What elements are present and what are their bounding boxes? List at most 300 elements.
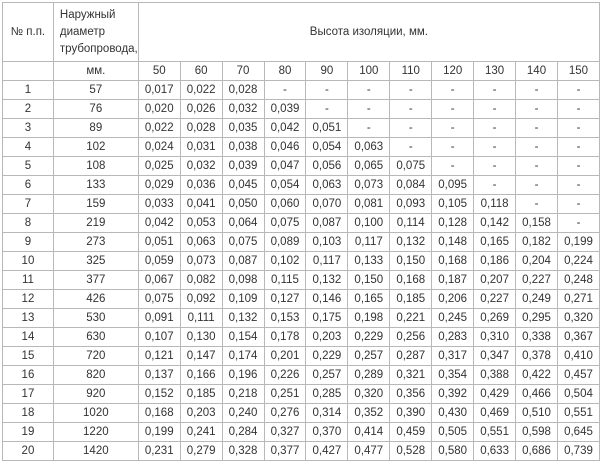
- volume-cell: 0,388: [474, 366, 516, 385]
- volume-cell: 0,054: [306, 138, 348, 157]
- volume-cell: 0,203: [180, 404, 222, 423]
- volume-cell: 0,073: [180, 252, 222, 271]
- volume-cell: 0,284: [222, 423, 264, 442]
- volume-cell: 0,285: [306, 385, 348, 404]
- volume-cell: 0,146: [306, 290, 348, 309]
- table-row: [3, 366, 600, 385]
- diameter-cell: 1420: [53, 442, 138, 461]
- height-column-header: 50: [138, 62, 180, 81]
- volume-cell: 0,092: [180, 290, 222, 309]
- volume-cell: 0,289: [348, 366, 390, 385]
- volume-cell: 0,029: [138, 176, 180, 195]
- volume-cell: 0,075: [264, 214, 306, 233]
- volume-cell: 0,165: [474, 233, 516, 252]
- volume-cell: -: [474, 176, 516, 195]
- volume-cell: -: [516, 157, 558, 176]
- volume-cell: 0,064: [222, 214, 264, 233]
- volume-cell: 0,645: [557, 423, 599, 442]
- volume-cell: 0,182: [516, 233, 558, 252]
- diameter-cell: 133: [53, 176, 138, 195]
- volume-cell: 0,207: [474, 271, 516, 290]
- volume-cell: 0,045: [222, 176, 264, 195]
- volume-cell: 0,032: [222, 100, 264, 119]
- diameter-cell: 273: [53, 233, 138, 252]
- volume-cell: 0,127: [264, 290, 306, 309]
- volume-cell: 0,084: [390, 176, 432, 195]
- volume-cell: 0,020: [138, 100, 180, 119]
- height-column-header: 90: [306, 62, 348, 81]
- volume-cell: 0,041: [180, 195, 222, 214]
- volume-cell: -: [306, 100, 348, 119]
- volume-cell: 0,047: [264, 157, 306, 176]
- volume-cell: 0,115: [264, 271, 306, 290]
- volume-cell: 0,249: [516, 290, 558, 309]
- volume-cell: 0,201: [264, 347, 306, 366]
- volume-cell: 0,053: [180, 214, 222, 233]
- height-column-header: 120: [432, 62, 474, 81]
- volume-cell: 0,148: [432, 233, 474, 252]
- volume-cell: 0,174: [222, 347, 264, 366]
- volume-cell: 0,032: [180, 157, 222, 176]
- volume-cell: -: [348, 100, 390, 119]
- volume-cell: 0,022: [138, 119, 180, 138]
- volume-cell: 0,320: [557, 309, 599, 328]
- volume-cell: 0,457: [557, 366, 599, 385]
- volume-cell: -: [516, 81, 558, 100]
- diameter-cell: 630: [53, 328, 138, 347]
- table-row: [3, 119, 600, 138]
- volume-cell: 0,224: [557, 252, 599, 271]
- row-number-cell: 9: [3, 233, 54, 252]
- volume-cell: 0,022: [180, 81, 222, 100]
- volume-cell: 0,422: [516, 366, 558, 385]
- volume-cell: 0,056: [306, 157, 348, 176]
- header-diameter-line-3: трубопровода,: [59, 42, 138, 55]
- height-column-header: 70: [222, 62, 264, 81]
- diameter-cell: 377: [53, 271, 138, 290]
- volume-cell: 0,175: [306, 309, 348, 328]
- volume-cell: -: [516, 100, 558, 119]
- volume-cell: 0,038: [222, 138, 264, 157]
- diameter-cell: 1220: [53, 423, 138, 442]
- volume-cell: -: [390, 119, 432, 138]
- volume-cell: 0,257: [348, 347, 390, 366]
- volume-cell: 0,414: [348, 423, 390, 442]
- volume-cell: 0,117: [348, 233, 390, 252]
- diameter-cell: 76: [53, 100, 138, 119]
- volume-cell: 0,295: [516, 309, 558, 328]
- header-insulation-height: Высота изоляции, мм.: [138, 3, 599, 62]
- volume-cell: -: [474, 119, 516, 138]
- volume-cell: 0,168: [138, 404, 180, 423]
- volume-cell: -: [432, 157, 474, 176]
- volume-cell: 0,206: [432, 290, 474, 309]
- volume-cell: -: [264, 81, 306, 100]
- volume-cell: 0,042: [138, 214, 180, 233]
- volume-cell: 0,031: [180, 138, 222, 157]
- volume-cell: 0,128: [432, 214, 474, 233]
- volume-cell: -: [474, 81, 516, 100]
- table-row: [3, 404, 600, 423]
- volume-cell: 0,065: [348, 157, 390, 176]
- volume-cell: 0,039: [222, 157, 264, 176]
- volume-cell: 0,377: [264, 442, 306, 461]
- volume-cell: 0,227: [516, 271, 558, 290]
- volume-cell: -: [557, 138, 599, 157]
- volume-cell: 0,050: [222, 195, 264, 214]
- volume-cell: 0,204: [516, 252, 558, 271]
- volume-cell: 0,287: [390, 347, 432, 366]
- volume-cell: 0,121: [138, 347, 180, 366]
- volume-cell: 0,046: [264, 138, 306, 157]
- volume-cell: 0,063: [306, 176, 348, 195]
- volume-cell: 0,269: [474, 309, 516, 328]
- volume-cell: -: [557, 119, 599, 138]
- volume-cell: 0,251: [264, 385, 306, 404]
- volume-cell: 0,142: [474, 214, 516, 233]
- row-number-cell: 17: [3, 385, 54, 404]
- volume-cell: 0,114: [390, 214, 432, 233]
- volume-cell: -: [557, 81, 599, 100]
- volume-cell: 0,051: [306, 119, 348, 138]
- volume-cell: 0,154: [222, 328, 264, 347]
- volume-cell: 0,039: [264, 100, 306, 119]
- volume-cell: 0,198: [348, 309, 390, 328]
- volume-cell: 0,199: [557, 233, 599, 252]
- volume-cell: 0,067: [138, 271, 180, 290]
- volume-cell: 0,111: [180, 309, 222, 328]
- volume-cell: 0,054: [264, 176, 306, 195]
- volume-cell: 0,133: [348, 252, 390, 271]
- row-number-cell: 5: [3, 157, 54, 176]
- volume-cell: 0,256: [390, 328, 432, 347]
- table-body: [3, 81, 600, 461]
- diameter-cell: 820: [53, 366, 138, 385]
- table-row: [3, 233, 600, 252]
- row-number-cell: 4: [3, 138, 54, 157]
- row-number-cell: 14: [3, 328, 54, 347]
- header-outer-diameter: [53, 3, 138, 62]
- volume-cell: 0,063: [348, 138, 390, 157]
- volume-cell: 0,352: [348, 404, 390, 423]
- volume-cell: 0,165: [348, 290, 390, 309]
- volume-cell: 0,082: [180, 271, 222, 290]
- volume-cell: 0,510: [516, 404, 558, 423]
- volume-cell: 0,427: [306, 442, 348, 461]
- diameter-cell: 325: [53, 252, 138, 271]
- volume-cell: 0,095: [432, 176, 474, 195]
- height-column-header: 140: [516, 62, 558, 81]
- volume-cell: 0,283: [432, 328, 474, 347]
- volume-cell: 0,370: [306, 423, 348, 442]
- volume-cell: 0,321: [390, 366, 432, 385]
- volume-cell: 0,430: [432, 404, 474, 423]
- volume-cell: 0,240: [222, 404, 264, 423]
- table-row: [3, 423, 600, 442]
- table-row: [3, 309, 600, 328]
- diameter-cell: 530: [53, 309, 138, 328]
- table-row: [3, 100, 600, 119]
- volume-cell: 0,367: [557, 328, 599, 347]
- volume-cell: 0,229: [348, 328, 390, 347]
- volume-cell: -: [432, 138, 474, 157]
- volume-cell: 0,150: [390, 252, 432, 271]
- row-number-cell: 16: [3, 366, 54, 385]
- volume-cell: 0,227: [474, 290, 516, 309]
- volume-cell: 0,073: [348, 176, 390, 195]
- diameter-cell: 426: [53, 290, 138, 309]
- volume-cell: 0,132: [390, 233, 432, 252]
- volume-cell: 0,196: [222, 366, 264, 385]
- volume-cell: 0,257: [306, 366, 348, 385]
- volume-cell: 0,098: [222, 271, 264, 290]
- volume-cell: 0,105: [432, 195, 474, 214]
- height-column-header: 130: [474, 62, 516, 81]
- volume-cell: 0,109: [222, 290, 264, 309]
- row-number-cell: 20: [3, 442, 54, 461]
- table-row: [3, 385, 600, 404]
- volume-cell: 0,378: [516, 347, 558, 366]
- volume-cell: 0,147: [180, 347, 222, 366]
- volume-cell: -: [432, 100, 474, 119]
- volume-cell: 0,328: [222, 442, 264, 461]
- volume-cell: -: [474, 100, 516, 119]
- volume-cell: 0,314: [306, 404, 348, 423]
- volume-cell: 0,185: [390, 290, 432, 309]
- volume-cell: 0,166: [180, 366, 222, 385]
- volume-cell: 0,117: [306, 252, 348, 271]
- volume-cell: 0,551: [474, 423, 516, 442]
- table-row: [3, 290, 600, 309]
- volume-cell: -: [516, 138, 558, 157]
- volume-cell: -: [557, 195, 599, 214]
- diameter-cell: 102: [53, 138, 138, 157]
- diameter-cell: 1020: [53, 404, 138, 423]
- volume-cell: 0,093: [390, 195, 432, 214]
- header-diameter-line-2: диаметр: [59, 25, 106, 38]
- volume-cell: 0,150: [348, 271, 390, 290]
- header-diameter-line-1: Наружный: [59, 8, 116, 21]
- volume-cell: 0,459: [390, 423, 432, 442]
- volume-cell: 0,338: [516, 328, 558, 347]
- diameter-cell: 108: [53, 157, 138, 176]
- row-number-cell: 19: [3, 423, 54, 442]
- table-row: [3, 138, 600, 157]
- volume-cell: 0,469: [474, 404, 516, 423]
- volume-cell: 0,276: [264, 404, 306, 423]
- volume-cell: 0,036: [180, 176, 222, 195]
- volume-cell: 0,271: [557, 290, 599, 309]
- volume-cell: 0,028: [222, 81, 264, 100]
- volume-cell: 0,203: [306, 328, 348, 347]
- row-number-cell: 2: [3, 100, 54, 119]
- subheader-diameter-unit: мм.: [53, 62, 138, 81]
- subheader-row: [3, 62, 600, 81]
- height-column-header: 60: [180, 62, 222, 81]
- volume-cell: 0,279: [180, 442, 222, 461]
- volume-cell: 0,185: [180, 385, 222, 404]
- diameter-cell: 920: [53, 385, 138, 404]
- volume-cell: 0,152: [138, 385, 180, 404]
- volume-cell: 0,168: [390, 271, 432, 290]
- volume-cell: 0,528: [390, 442, 432, 461]
- volume-cell: 0,059: [138, 252, 180, 271]
- volume-cell: 0,103: [306, 233, 348, 252]
- header-row: [3, 3, 600, 62]
- volume-cell: 0,075: [390, 157, 432, 176]
- volume-cell: -: [432, 81, 474, 100]
- table-row: [3, 442, 600, 461]
- volume-cell: 0,087: [306, 214, 348, 233]
- volume-cell: 0,089: [264, 233, 306, 252]
- row-number-cell: 18: [3, 404, 54, 423]
- volume-cell: 0,153: [264, 309, 306, 328]
- volume-cell: 0,477: [348, 442, 390, 461]
- volume-cell: 0,017: [138, 81, 180, 100]
- table-row: [3, 214, 600, 233]
- volume-cell: 0,466: [516, 385, 558, 404]
- volume-cell: 0,070: [306, 195, 348, 214]
- volume-cell: -: [557, 176, 599, 195]
- volume-cell: 0,218: [222, 385, 264, 404]
- table-row: [3, 157, 600, 176]
- volume-cell: 0,320: [348, 385, 390, 404]
- table-row: [3, 81, 600, 100]
- diameter-cell: 89: [53, 119, 138, 138]
- volume-cell: 0,063: [180, 233, 222, 252]
- volume-cell: -: [516, 176, 558, 195]
- volume-cell: 0,187: [432, 271, 474, 290]
- row-number-cell: 11: [3, 271, 54, 290]
- volume-cell: 0,100: [348, 214, 390, 233]
- volume-cell: -: [390, 138, 432, 157]
- volume-cell: 0,245: [432, 309, 474, 328]
- volume-cell: -: [516, 119, 558, 138]
- volume-cell: 0,137: [138, 366, 180, 385]
- row-number-cell: 15: [3, 347, 54, 366]
- volume-cell: 0,132: [222, 309, 264, 328]
- volume-cell: -: [348, 81, 390, 100]
- volume-cell: -: [474, 138, 516, 157]
- volume-cell: 0,087: [222, 252, 264, 271]
- volume-cell: -: [348, 119, 390, 138]
- insulation-volume-table: [2, 2, 600, 461]
- volume-cell: 0,429: [474, 385, 516, 404]
- volume-cell: 0,310: [474, 328, 516, 347]
- volume-cell: 0,226: [264, 366, 306, 385]
- volume-cell: 0,392: [432, 385, 474, 404]
- volume-cell: 0,168: [432, 252, 474, 271]
- volume-cell: 0,504: [557, 385, 599, 404]
- volume-cell: 0,081: [348, 195, 390, 214]
- volume-cell: -: [390, 81, 432, 100]
- volume-cell: 0,354: [432, 366, 474, 385]
- header-row-number: № п.п.: [3, 3, 54, 62]
- volume-cell: 0,186: [474, 252, 516, 271]
- volume-cell: 0,025: [138, 157, 180, 176]
- volume-cell: 0,633: [474, 442, 516, 461]
- table-row: [3, 195, 600, 214]
- volume-cell: 0,060: [264, 195, 306, 214]
- volume-cell: 0,132: [306, 271, 348, 290]
- volume-cell: 0,102: [264, 252, 306, 271]
- volume-cell: 0,199: [138, 423, 180, 442]
- subheader-empty-cell: [3, 62, 54, 81]
- volume-cell: 0,221: [390, 309, 432, 328]
- diameter-cell: 57: [53, 81, 138, 100]
- volume-cell: 0,248: [557, 271, 599, 290]
- volume-cell: 0,075: [222, 233, 264, 252]
- volume-cell: 0,598: [516, 423, 558, 442]
- table-row: [3, 328, 600, 347]
- volume-cell: -: [557, 157, 599, 176]
- row-number-cell: 8: [3, 214, 54, 233]
- volume-cell: 0,241: [180, 423, 222, 442]
- row-number-cell: 10: [3, 252, 54, 271]
- table-row: [3, 176, 600, 195]
- insulation-volume-table-container: [2, 2, 600, 461]
- volume-cell: 0,229: [306, 347, 348, 366]
- row-number-cell: 13: [3, 309, 54, 328]
- row-number-cell: 6: [3, 176, 54, 195]
- volume-cell: -: [432, 119, 474, 138]
- table-row: [3, 252, 600, 271]
- volume-cell: 0,231: [138, 442, 180, 461]
- diameter-cell: 219: [53, 214, 138, 233]
- volume-cell: 0,033: [138, 195, 180, 214]
- volume-cell: -: [557, 100, 599, 119]
- diameter-cell: 159: [53, 195, 138, 214]
- volume-cell: -: [306, 81, 348, 100]
- volume-cell: 0,390: [390, 404, 432, 423]
- volume-cell: 0,130: [180, 328, 222, 347]
- volume-cell: -: [474, 157, 516, 176]
- volume-cell: -: [390, 100, 432, 119]
- volume-cell: 0,158: [516, 214, 558, 233]
- height-column-header: 100: [348, 62, 390, 81]
- table-row: [3, 271, 600, 290]
- height-column-header: 110: [390, 62, 432, 81]
- volume-cell: 0,091: [138, 309, 180, 328]
- volume-cell: 0,028: [180, 119, 222, 138]
- volume-cell: -: [516, 195, 558, 214]
- volume-cell: 0,327: [264, 423, 306, 442]
- table-row: [3, 347, 600, 366]
- volume-cell: 0,026: [180, 100, 222, 119]
- volume-cell: -: [557, 214, 599, 233]
- volume-cell: 0,024: [138, 138, 180, 157]
- volume-cell: 0,035: [222, 119, 264, 138]
- volume-cell: 0,410: [557, 347, 599, 366]
- volume-cell: 0,075: [138, 290, 180, 309]
- row-number-cell: 3: [3, 119, 54, 138]
- volume-cell: 0,107: [138, 328, 180, 347]
- volume-cell: 0,317: [432, 347, 474, 366]
- height-column-header: 150: [557, 62, 599, 81]
- volume-cell: 0,551: [557, 404, 599, 423]
- row-number-cell: 1: [3, 81, 54, 100]
- row-number-cell: 12: [3, 290, 54, 309]
- diameter-cell: 720: [53, 347, 138, 366]
- volume-cell: 0,580: [432, 442, 474, 461]
- volume-cell: 0,042: [264, 119, 306, 138]
- volume-cell: 0,118: [474, 195, 516, 214]
- volume-cell: 0,739: [557, 442, 599, 461]
- volume-cell: 0,347: [474, 347, 516, 366]
- volume-cell: 0,505: [432, 423, 474, 442]
- volume-cell: 0,051: [138, 233, 180, 252]
- row-number-cell: 7: [3, 195, 54, 214]
